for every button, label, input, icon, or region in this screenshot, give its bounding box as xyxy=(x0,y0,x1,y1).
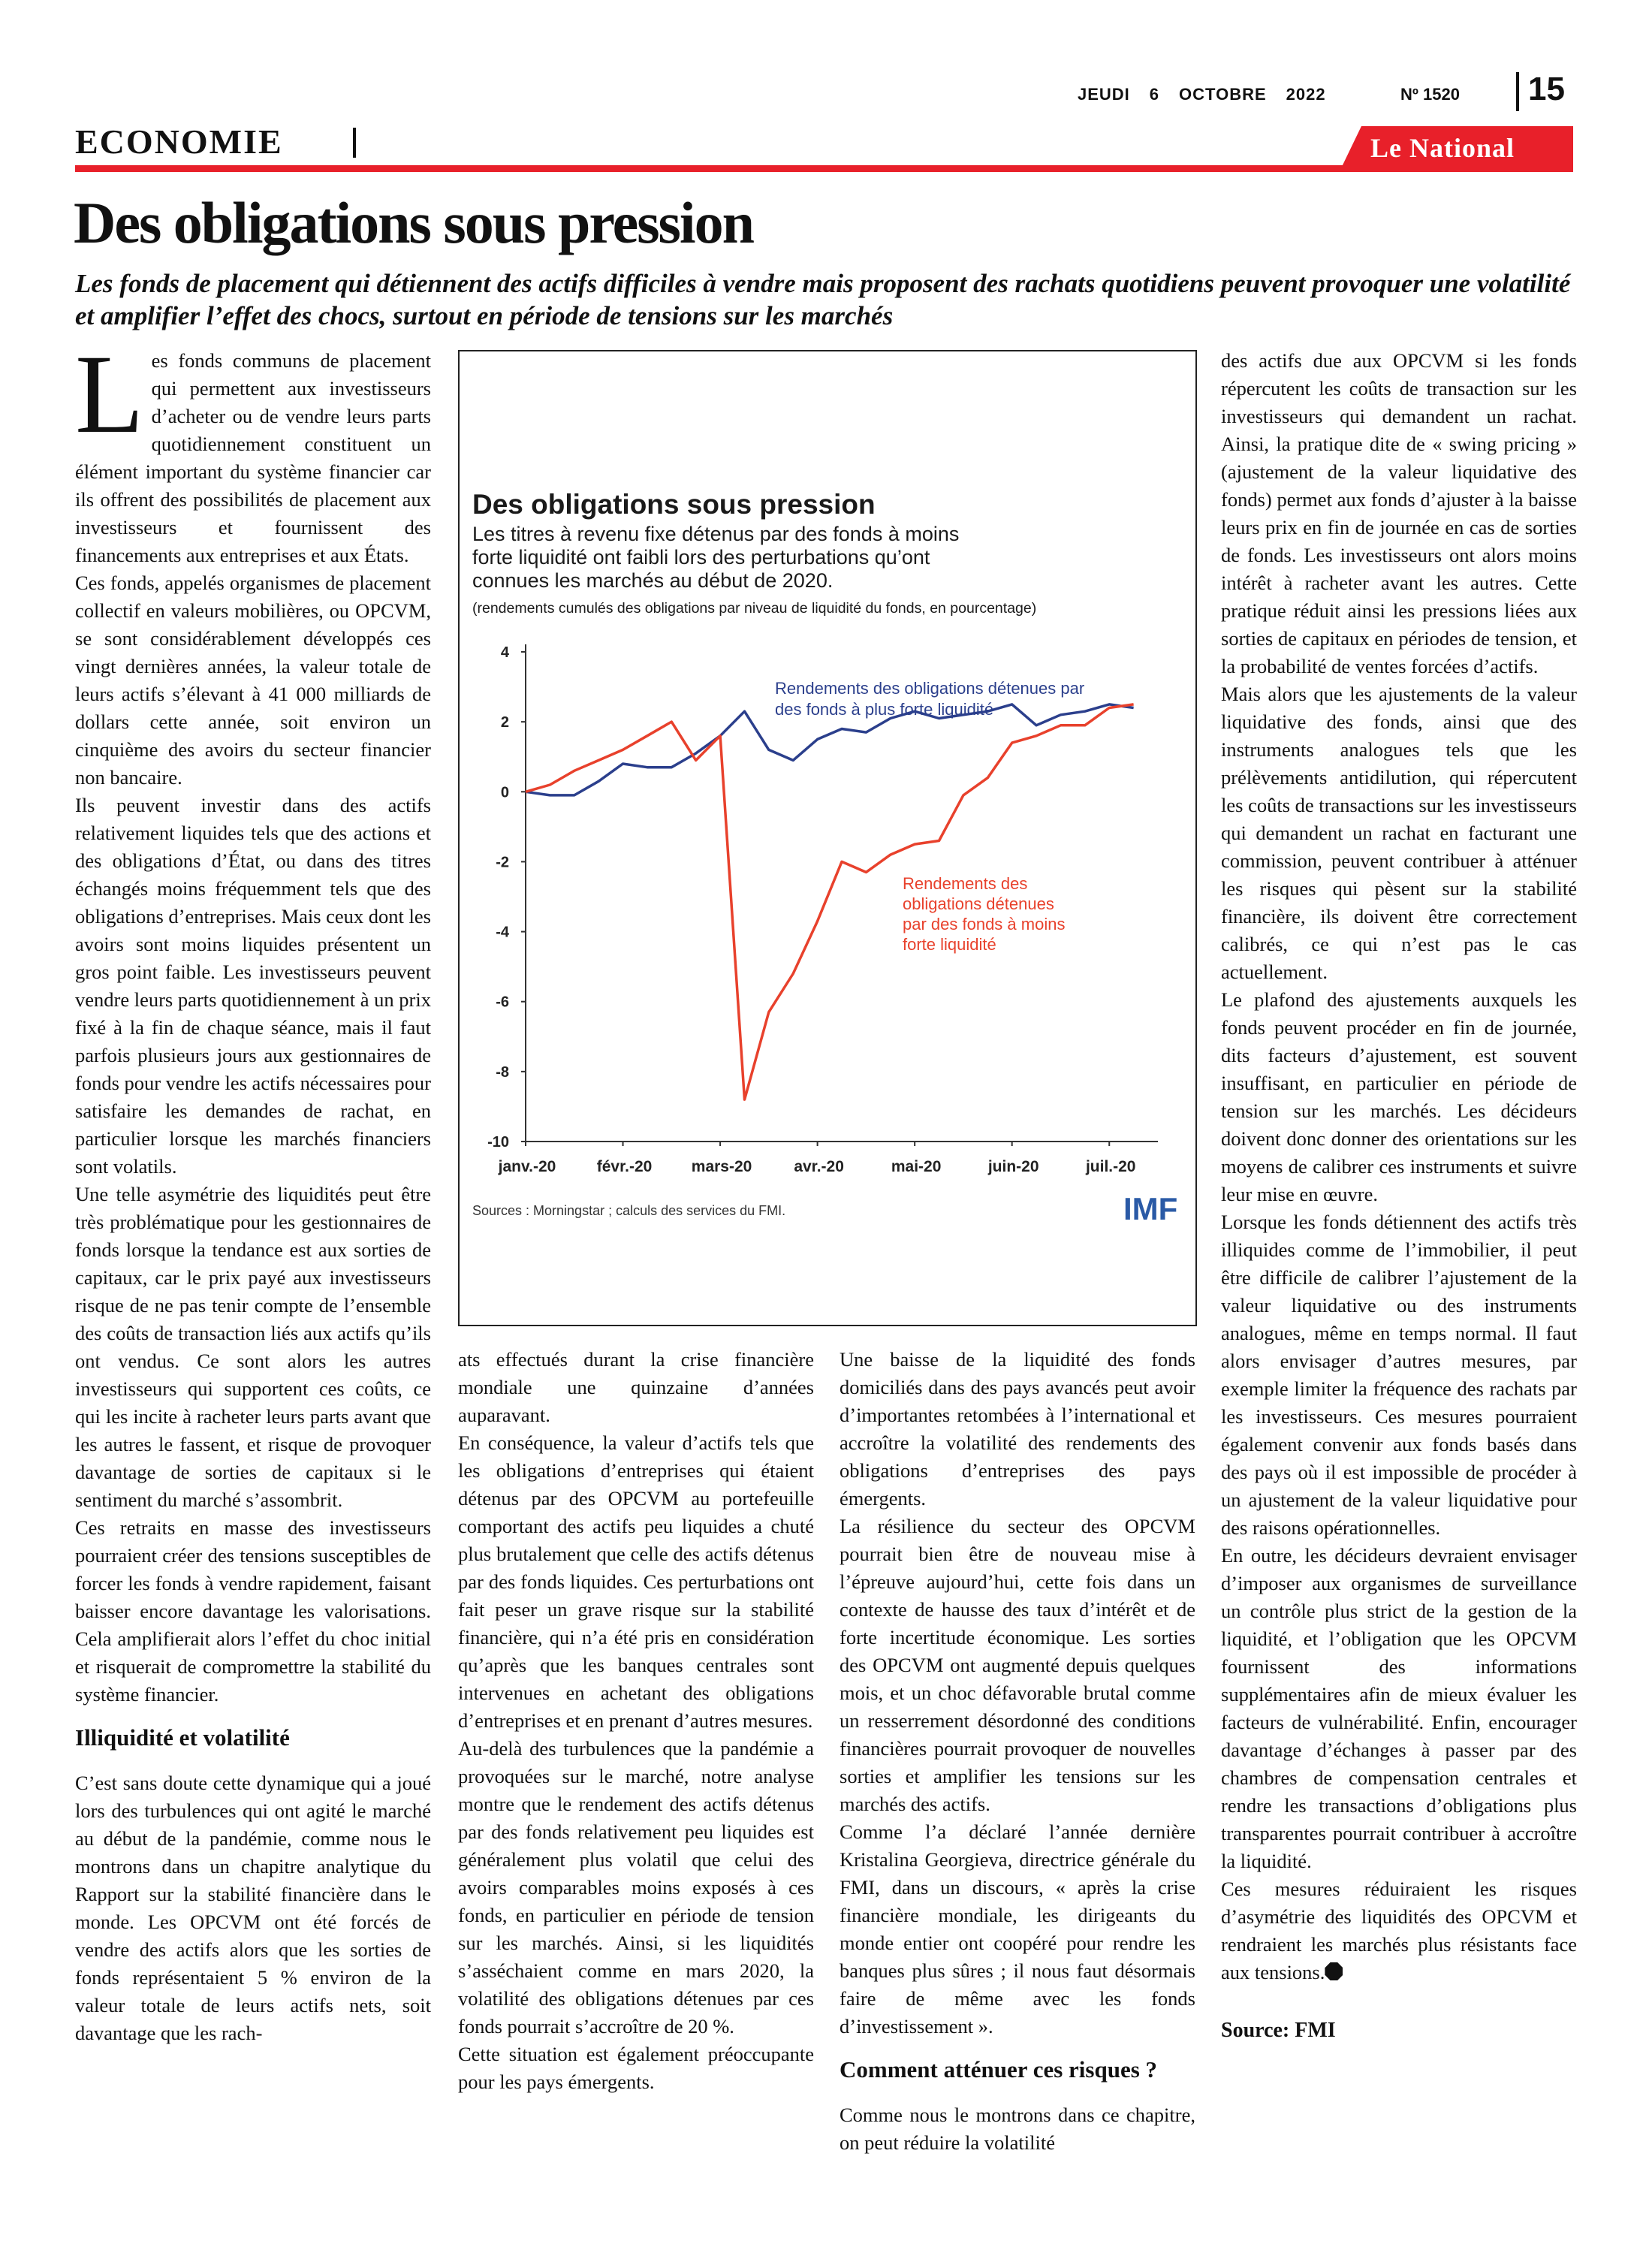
section-divider xyxy=(353,128,356,158)
paragraph: En conséquence, la valeur d’actifs tels que les obligations d’entreprises qui étaient détenus par des OPCVM au portefeuille comportant des actifs peu liquides a chuté plus brutalement que celle des actifs détenus par des fonds liquides. Ces perturbations ont fait peser un grave risque sur la stabilité financière, qui n’a été pris en considération qu’après que les banques centrales sont intervenues en achetant des obligations d’entreprises et en prenant d’autres mesures. xyxy=(458,1431,814,1732)
paragraph: des actifs due aux OPCVM si les fonds répercutent les coûts de transaction sur les investisseurs qui demandent un rachat. Ainsi, la pratique dite de « swing pricing » (ajustement de la valeur liquidative des fonds) permet aux fonds d’ajuster à la baisse leurs prix en fin de journée en cas de sorties de fonds. Les investisseurs ont alors moins intérêt à racheter avant les autres. Cette pratique réduit ainsi les pressions liées aux sorties de capitaux en périodes de tension, et la probabilité de ventes forcées d’actifs. xyxy=(1221,349,1577,677)
y-tick-label: -10 xyxy=(487,1134,509,1151)
article-column-3 xyxy=(840,1346,1195,2157)
paragraph-text: es fonds communs de placement qui permettent aux investisseurs d’acheter ou de vendre leurs parts quotidiennement constituent un élément important du système financier car ils offrent des possibilités de placement aux investisseurs et fournissent des financements aux entreprises et aux États. xyxy=(75,349,431,566)
article-standfirst: Les fonds de placement qui détiennent des actifs difficiles à vendre mais proposent des rachats quotidiens peuvent provoquer une volatilité et amplifier l’effet des chocs, surtout en période de tensions sur les marchés xyxy=(75,269,1571,330)
paragraph: Le plafond des ajustements auxquels les fonds peuvent procéder en fin de journée, dits facteurs d’ajustement, est souvent insuffisant, en particulier en période de tension sur les marchés. Les décideurs doivent donc donner des orientations sur les moyens de calibrer ces instruments et suivre leur mise en œuvre. xyxy=(1221,988,1577,1205)
paragraph: Comme l’a déclaré l’année dernière Kristalina Georgieva, directrice générale du FMI, dans un discours, « après la crise financière mondiale, les dirigeants du monde entier ont coopéré pour rendre les banques plus sûres ; il nous faut désormais faire de même avec les fonds d’investissement ». xyxy=(840,1820,1195,2037)
y-tick-label: 0 xyxy=(500,784,509,801)
paragraph: Lorsque les fonds détiennent des actifs très illiquides comme de l’immobilier, il peut être difficile de calibrer l’ajustement de la valeur liquidative ou des instruments analogues, même en temps normal. Il faut alors envisager d’autres mesures, par exemple limiter la fréquence des rachats par les investisseurs. Ces mesures pourraient également convenir aux fonds basés dans des pays où il est impossible de procéder à un ajustement de la valeur liquidative pour des raisons opérationnelles. xyxy=(1221,1211,1577,1539)
x-tick-label: juin-20 xyxy=(987,1158,1039,1175)
issue-number: Nº 1520 xyxy=(1400,85,1460,104)
article-headline: Des obligations sous pression xyxy=(74,190,753,255)
chart-subtitle-line: Les titres à revenu fixe détenus par des fonds à moins xyxy=(472,523,960,545)
series-label-line: Rendements des obligations détenues par xyxy=(775,679,1085,698)
paragraph: En outre, les décideurs devraient envisager d’imposer aux organismes de surveillance un contrôle plus strict de la gestion de la liquidité, et l’obligation que les OPCVM fournissent des informations supplémentaires afin de mieux évaluer les facteurs de vulnérabilité. Enfin, encourager davantage d’échanges à passer par des chambres de compensation centrales et rendre les transactions d’obligations plus transparentes pourrait contribuer à accroître la liquidité. xyxy=(1221,1544,1577,1872)
header-divider xyxy=(1516,72,1519,111)
paragraph: Cette situation est également préoccupante pour les pays émergents. xyxy=(458,2043,814,2093)
newspaper-name: Le National xyxy=(1370,133,1515,163)
series-label-line: des fonds à plus forte liquidité xyxy=(775,700,994,719)
article-column-2 xyxy=(458,1346,814,2096)
paragraph: Une baisse de la liquidité des fonds domiciliés dans des pays avancés peut avoir d’importantes retombées à l’international et accroître la volatilité des rendements des obligations d’entreprises des pays émergents. xyxy=(840,1348,1195,1510)
article-column-1 xyxy=(75,332,431,2047)
series-label-line: Rendements des xyxy=(903,874,1028,893)
chart-note: (rendements cumulés des obligations par niveau de liquidité du fonds, en pourcentage) xyxy=(472,600,1037,617)
chart-subtitle-line: connues les marchés au début de 2020. xyxy=(472,569,834,592)
x-tick-label: avr.-20 xyxy=(794,1158,844,1175)
date-number: 6 xyxy=(1149,85,1160,104)
y-tick-label: -2 xyxy=(496,854,509,871)
paragraph: Ces retraits en masse des investisseurs pourraient créer des tensions susceptibles de forcer les fonds à vendre rapidement, faisant baisser encore davantage les valorisations. Cela amplifierait alors l’effet du choc initial et risquerait de compromettre la stabilité du système financier. xyxy=(75,1516,431,1706)
y-tick-label: 2 xyxy=(500,714,509,731)
paragraph xyxy=(75,332,431,569)
chart-source: Sources : Morningstar ; calculs des services du FMI. xyxy=(472,1203,786,1218)
paragraph: La résilience du secteur des OPCVM pourrait bien être de nouveau mise à l’épreuve aujourd’hui, cette fois dans un contexte de hausse des taux d’intérêt et de forte incertitude économique. Les sorties des OPCVM ont augmenté depuis quelques mois, et un choc défavorable brutal comme un resserrement désordonné des conditions financières pourrait provoquer de nouvelles sorties et amplifier les tensions sur les marchés des actifs. xyxy=(840,1515,1195,1815)
paragraph: Au-delà des turbulences que la pandémie a provoquées sur le marché, notre analyse montre que le rendement des actifs détenus par des fonds relativement peu liquides est généralement plus volatil que celui des avoirs comparables moins exposés à ces fonds, en particulier en période de tension sur les marchés. Ainsi, si les liquidités s’asséchaient comme en mars 2020, la volatilité des obligations détenues par ces fonds pourrait s’accroître de 20 %. xyxy=(458,1737,814,2037)
chart-subtitle xyxy=(472,523,959,592)
article-source: Source: FMI xyxy=(1221,2019,1336,2042)
y-tick-label: -8 xyxy=(496,1063,509,1081)
date-day: JEUDI xyxy=(1078,85,1130,104)
subheading: Comment atténuer ces risques ? xyxy=(840,2056,1158,2083)
section-title: ECONOMIE xyxy=(75,122,283,161)
paragraph: C’est sans doute cette dynamique qui a joué lors des turbulences qui ont agité le marché au début de la pandémie, comme nous le montrons dans un chapitre analytique du Rapport sur la stabilité financière dans le monde. Les OPCVM ont été forcés de vendre des actifs alors que les sorties de fonds représentaient 5 % environ de la valeur totale de leurs actifs nets, soit davantage que les rach- xyxy=(75,1772,431,2044)
paragraph: Une telle asymétrie des liquidités peut être très problématique pour les gestionnaires de fonds lorsque la tendance est aux sorties de capitaux, car le prix payé aux investisseurs risque de ne pas tenir compte de l’ensemble des coûts de transaction liés aux actifs qu’ils ont vendus. Ce sont alors les autres investisseurs qui supportent ces coûts, ce qui les incite à racheter leurs parts avant que les autres le fassent, et risque de provoquer davantage de sorties de capitaux si le sentiment du marché s’assombrit. xyxy=(75,1183,431,1511)
plot-area xyxy=(487,644,1158,1175)
subheading: Illiquidité et volatilité xyxy=(75,1724,290,1751)
page-number: 15 xyxy=(1528,71,1565,107)
line-chart xyxy=(460,351,1195,1325)
high-liquidity-label xyxy=(775,679,1084,719)
x-tick-label: mars-20 xyxy=(691,1158,752,1175)
paragraph: Comme nous le montrons dans ce chapitre, on peut réduire la volatilité xyxy=(840,2104,1195,2154)
chart-subtitle-line: forte liquidité ont faibli lors des perturbations qu’ont xyxy=(472,546,930,569)
series-label-line: par des fonds à moins xyxy=(903,915,1066,933)
paragraph: Ces fonds, appelés organismes de placement collectif en valeurs mobilières, ou OPCVM, se sont considérablement développés ces vingt dernières années, la valeur totale de leurs actifs s’élevant à 41 000 milliards de dollars cette année, soit environ un cinquième des avoirs du secteur financier non bancaire. xyxy=(75,572,431,789)
y-tick-label: -4 xyxy=(496,924,509,941)
chart-title: Des obligations sous pression xyxy=(472,489,876,520)
series-label-line: obligations détenues xyxy=(903,894,1054,913)
y-tick-label: -6 xyxy=(496,994,509,1011)
paragraph xyxy=(1221,1875,1577,1986)
chart-figure xyxy=(458,350,1197,1326)
imf-logo: IMF xyxy=(1123,1191,1178,1226)
date-month: OCTOBRE xyxy=(1179,85,1267,104)
end-of-article-icon xyxy=(1325,1962,1343,1980)
series-label-line: forte liquidité xyxy=(903,935,996,954)
y-tick-label: 4 xyxy=(500,644,509,661)
paragraph: Ils peuvent investir dans des actifs relativement liquides tels que des actions et des obligations d’État, ou dans des titres échangés moins fréquemment tels que des obligations d’entreprises. Mais ceux dont les avoirs sont moins liquides présentent un gros point faible. Les investisseurs peuvent vendre leurs parts quotidiennement à un prix fixé à la fin de chaque séance, mais il faut parfois plusieurs jours aux gestionnaires de fonds pour vendre les actifs nécessaires pour satisfaire les demandes de rachat, en particulier lorsque les marchés financiers sont volatils. xyxy=(75,794,431,1178)
issue-date xyxy=(1078,85,1346,104)
low-liquidity-label xyxy=(903,874,1065,954)
paragraph-text: Ces mesures réduiraient les risques d’asymétrie des liquidités des OPCVM et rendraient les marchés plus résistants face aux tensions. xyxy=(1221,1878,1577,1983)
x-tick-label: janv.-20 xyxy=(498,1158,556,1175)
article-column-4 xyxy=(1221,347,1577,2044)
x-tick-label: mai-20 xyxy=(891,1158,942,1175)
x-tick-label: juil.-20 xyxy=(1085,1158,1136,1175)
paragraph: ats effectués durant la crise financière mondiale une quinzaine d’années auparavant. xyxy=(458,1348,814,1426)
x-tick-label: févr.-20 xyxy=(596,1158,653,1175)
paragraph: Mais alors que les ajustements de la valeur liquidative des fonds, ainsi que des instruments analogues tels que les prélèvements antidilution, qui répercutent les coûts de transactions sur les investisseurs qui demandent un rachat en facturant une commission, peuvent contribuer à atténuer les risques qui pèsent sur la stabilité financière, ils doivent être correctement calibrés, ce qui n’est pas le cas actuellement. xyxy=(1221,683,1577,983)
drop-cap: L xyxy=(75,332,144,457)
date-year: 2022 xyxy=(1286,85,1326,104)
